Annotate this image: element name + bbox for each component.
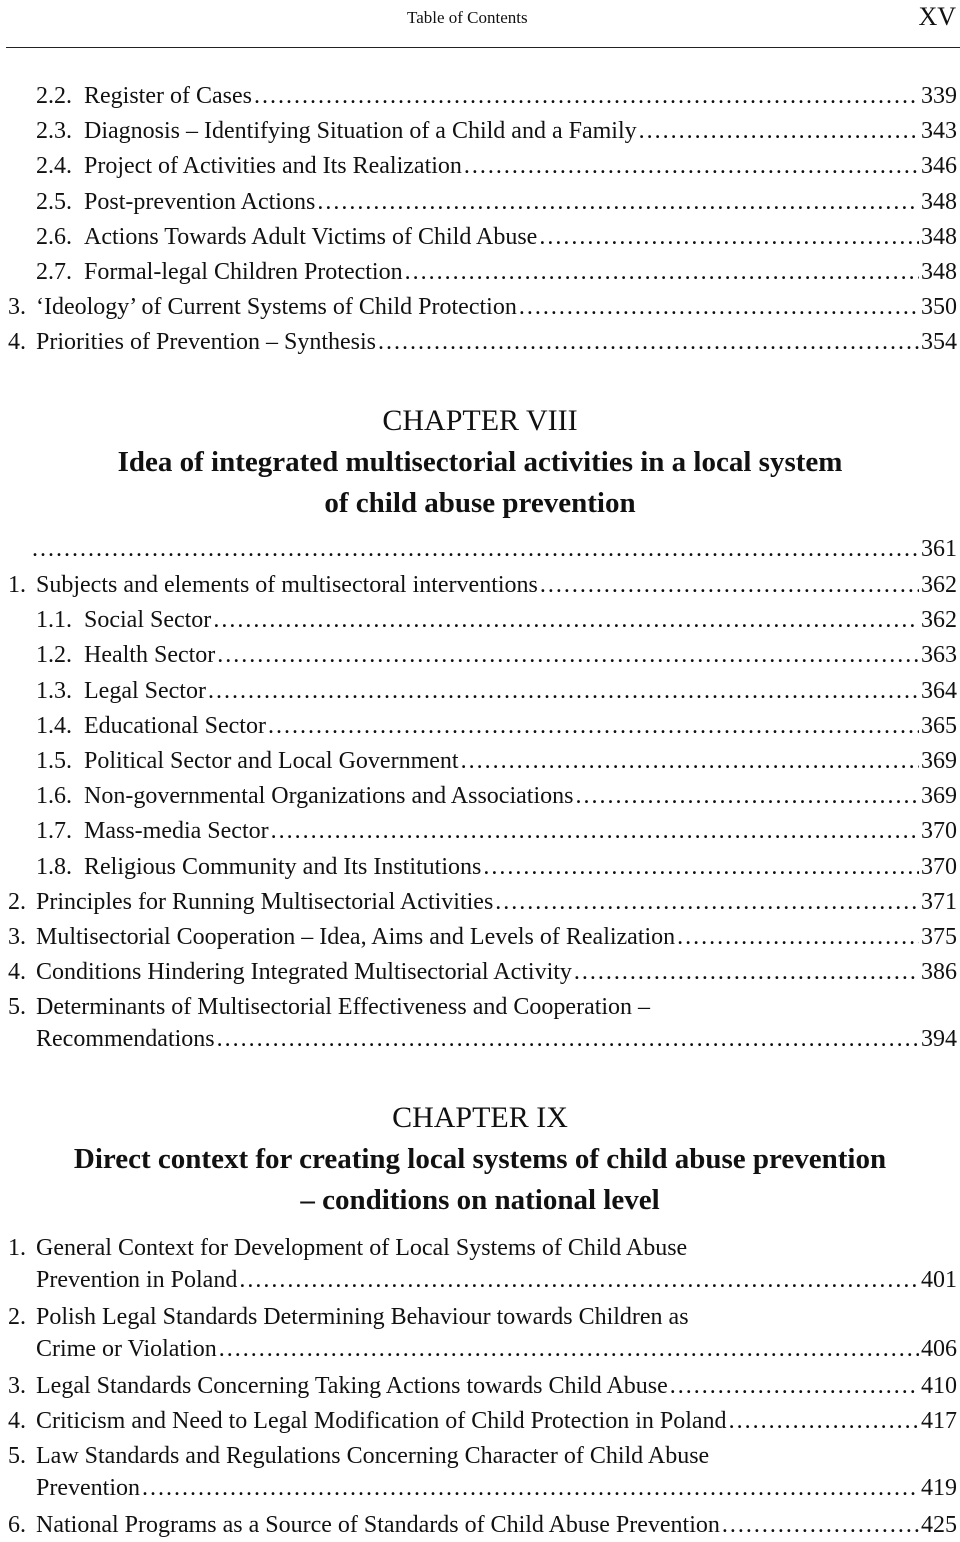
entry-page: 419 (921, 1475, 957, 1501)
entry-title: Legal Standards Concerning Taking Actions towards Child Abuse (36, 1373, 668, 1399)
entry-number: 2.2. (36, 83, 72, 109)
entry-number: 5. (8, 994, 26, 1021)
entry-page: 362 (921, 572, 957, 598)
entry-page: 348 (921, 259, 957, 285)
entry-number: 2.3. (36, 118, 72, 145)
chapter-8-title-line1: Idea of integrated multisectorial activities in a local system (117, 446, 843, 478)
entry-page: 394 (921, 1026, 957, 1053)
dot-leader (213, 603, 919, 637)
dot-leader (639, 114, 919, 148)
entry-number: 2.6. (36, 223, 72, 250)
entry-title: Educational Sector (84, 712, 266, 739)
chapter-9-heading (0, 1101, 960, 1221)
dot-leader (208, 674, 919, 708)
dot-leader (729, 1404, 919, 1438)
chapter-9-title-line1: Direct context for creating local systems of child abuse prevention (73, 1143, 887, 1175)
entry-line (36, 1332, 957, 1366)
entry-number: 3. (8, 1373, 26, 1399)
entry-number: 6. (8, 1512, 26, 1538)
toc-entry (0, 990, 960, 1024)
entry-line (84, 779, 957, 813)
entry-page: 375 (921, 924, 957, 950)
dot-leader (268, 709, 919, 743)
entry-page: 364 (921, 677, 957, 704)
dot-leader (540, 568, 919, 602)
entry-title: Criticism and Need to Legal Modification of Child Protection in Poland (36, 1408, 727, 1434)
toc-entry (0, 220, 960, 254)
toc-entry (0, 1471, 960, 1505)
toc-entry (0, 850, 960, 884)
entry-title: Principles for Running Multisectorial Activities (36, 888, 494, 915)
toc-entry (0, 325, 960, 359)
entry-title: Recommendations (36, 1026, 215, 1053)
entry-number: 2.5. (36, 188, 72, 215)
entry-page: 369 (921, 748, 957, 774)
entry-title: Diagnosis – Identifying Situation of a Child and a Family (84, 118, 637, 145)
toc-entry (0, 779, 960, 813)
entry-line (36, 1022, 957, 1056)
entry-title: Polish Legal Standards Determining Behaviour towards Children as (36, 1304, 689, 1330)
entry-number: 5. (8, 1443, 26, 1469)
entry-title: Formal-legal Children Protection (84, 259, 403, 285)
toc-entry (0, 185, 960, 219)
entry-line (84, 638, 957, 672)
entry-title: Non-governmental Organizations and Associations (84, 783, 574, 810)
dot-leader (575, 779, 919, 813)
dot-leader (464, 149, 919, 183)
entry-line (30, 532, 957, 566)
page-number: XV (918, 2, 956, 31)
entry-number: 2.7. (36, 259, 72, 285)
entry-line (84, 149, 957, 183)
entry-number: 4. (8, 959, 26, 986)
toc-entry (0, 568, 960, 602)
entry-page: 348 (921, 223, 957, 250)
entry-line (84, 744, 957, 778)
entry-line (84, 709, 957, 743)
entry-number: 1.4. (36, 712, 72, 739)
entry-title: Prevention in Poland (36, 1267, 238, 1293)
toc-entry (0, 1439, 960, 1473)
page-header (0, 0, 960, 48)
toc-entry (0, 603, 960, 637)
toc-entry (0, 1404, 960, 1438)
dot-leader (677, 920, 919, 954)
toc-entry (0, 638, 960, 672)
entry-number: 1.5. (36, 748, 72, 774)
entry-number: 1.6. (36, 783, 72, 810)
dot-leader (378, 325, 919, 359)
entry-page: 365 (921, 712, 957, 739)
entry-page: 371 (921, 888, 957, 915)
dot-leader (239, 1263, 919, 1297)
toc-entry (0, 920, 960, 954)
toc-entry (0, 290, 960, 324)
entry-line (84, 79, 957, 113)
chapter-9-number: CHAPTER IX (392, 1101, 568, 1134)
entry-line (84, 114, 957, 148)
toc-entry (0, 1022, 960, 1056)
dot-leader (254, 79, 919, 113)
entry-title: Multisectorial Cooperation – Idea, Aims and Levels of Realization (36, 924, 676, 950)
dot-leader (722, 1508, 919, 1542)
entry-page: 362 (921, 607, 957, 634)
entry-page: 361 (921, 536, 957, 562)
entry-line (36, 325, 957, 359)
dot-leader (670, 1369, 919, 1403)
dot-leader (519, 290, 919, 324)
entry-title: Project of Activities and Its Realization (84, 153, 462, 180)
chapter-8-heading (0, 404, 960, 524)
entry-number: 2.4. (36, 153, 72, 180)
entry-title: National Programs as a Source of Standards of Child Abuse Prevention (36, 1512, 720, 1538)
toc-entry (0, 1369, 960, 1403)
toc-entry (0, 744, 960, 778)
entry-line (84, 603, 957, 637)
toc-entry (0, 1508, 960, 1542)
dot-leader (461, 744, 919, 778)
entry-page: 339 (921, 83, 957, 109)
entry-page: 348 (921, 188, 957, 215)
entry-title: Law Standards and Regulations Concerning Character of Child Abuse (36, 1443, 710, 1469)
header-rule (6, 47, 960, 48)
entry-number: 1.8. (36, 853, 72, 880)
toc-entry (0, 79, 960, 113)
entry-number: 3. (8, 294, 26, 321)
chapter-8-page-line (0, 532, 960, 566)
entry-page: 369 (921, 783, 957, 810)
dot-leader (317, 185, 919, 219)
entry-page: 386 (921, 959, 957, 986)
entry-number: 4. (8, 329, 26, 356)
entry-line (84, 674, 957, 708)
dot-leader (495, 885, 919, 919)
toc-entry (0, 1300, 960, 1334)
entry-number: 1. (8, 572, 26, 598)
entry-line (36, 290, 957, 324)
entry-number: 2. (8, 888, 26, 915)
entry-number: 1. (8, 1235, 26, 1261)
entry-page: 346 (921, 153, 957, 180)
dot-leader (405, 255, 919, 289)
dot-leader (271, 814, 919, 848)
entry-line (36, 568, 957, 602)
entry-line (84, 850, 957, 884)
entry-number: 2. (8, 1304, 26, 1330)
entry-title: Register of Cases (84, 83, 252, 109)
entry-number: 1.7. (36, 818, 72, 845)
dot-leader (142, 1471, 919, 1505)
entry-title: Religious Community and Its Institutions (84, 853, 482, 880)
toc-entry (0, 1332, 960, 1366)
entry-title: Health Sector (84, 642, 216, 669)
entry-line (36, 1404, 957, 1438)
dot-leader (32, 532, 919, 566)
entry-line (84, 220, 957, 254)
toc-entry (0, 709, 960, 743)
entry-title: General Context for Development of Local Systems of Child Abuse (36, 1235, 688, 1261)
entry-number: 3. (8, 924, 26, 950)
toc-entry (0, 955, 960, 989)
entry-title: Prevention (36, 1475, 140, 1501)
entry-title: Legal Sector (84, 677, 206, 704)
entry-page: 363 (921, 642, 957, 669)
dot-leader (574, 955, 919, 989)
entry-page: 410 (921, 1373, 957, 1399)
entry-line (36, 955, 957, 989)
dot-leader (217, 638, 919, 672)
entry-line (84, 255, 957, 289)
toc-entry (0, 255, 960, 289)
entry-number: 1.3. (36, 677, 72, 704)
dot-leader (483, 850, 919, 884)
entry-line (84, 814, 957, 848)
toc-entry (0, 814, 960, 848)
dot-leader (539, 220, 919, 254)
entry-title: Actions Towards Adult Victims of Child Abuse (84, 223, 538, 250)
dot-leader (219, 1332, 919, 1366)
running-head: Table of Contents (407, 8, 528, 27)
toc-entry (0, 149, 960, 183)
chapter-8-title-line2: of child abuse prevention (324, 487, 636, 519)
entry-page: 417 (921, 1408, 957, 1434)
entry-title: Determinants of Multisectorial Effectiveness and Cooperation – (36, 994, 651, 1021)
entry-title: Political Sector and Local Government (84, 748, 459, 774)
entry-line (36, 1508, 957, 1542)
entry-title: Social Sector (84, 607, 212, 634)
entry-line (36, 885, 957, 919)
chapter-9-title-line2: – conditions on national level (300, 1184, 660, 1216)
entry-page: 343 (921, 118, 957, 145)
entry-title: Priorities of Prevention – Synthesis (36, 329, 376, 356)
entry-title: Subjects and elements of multisectoral interventions (36, 572, 538, 598)
entry-number: 1.1. (36, 607, 72, 634)
entry-page: 370 (921, 853, 957, 880)
entry-page: 406 (921, 1336, 957, 1362)
toc-entry (0, 1263, 960, 1297)
entry-line (84, 185, 957, 219)
toc-entry (0, 885, 960, 919)
toc-entry (0, 114, 960, 148)
entry-title: Mass-media Sector (84, 818, 269, 845)
entry-page: 370 (921, 818, 957, 845)
entry-line (36, 1263, 957, 1297)
entry-page: 354 (921, 329, 957, 356)
entry-title: ‘Ideology’ of Current Systems of Child Protection (36, 294, 517, 321)
entry-page: 350 (921, 294, 957, 321)
entry-number: 1.2. (36, 642, 72, 669)
entry-title: Crime or Violation (36, 1336, 217, 1362)
entry-line (36, 1471, 957, 1505)
entry-title: Conditions Hindering Integrated Multisectorial Activity (36, 959, 572, 986)
entry-number: 4. (8, 1408, 26, 1434)
toc-entry (0, 1231, 960, 1265)
dot-leader (217, 1022, 919, 1056)
chapter-8-number: CHAPTER VIII (382, 404, 578, 437)
toc-entry (0, 674, 960, 708)
entry-line (36, 920, 957, 954)
entry-line (36, 1369, 957, 1403)
entry-title: Post-prevention Actions (84, 188, 316, 215)
entry-page: 401 (921, 1267, 957, 1293)
entry-page: 425 (921, 1512, 957, 1538)
